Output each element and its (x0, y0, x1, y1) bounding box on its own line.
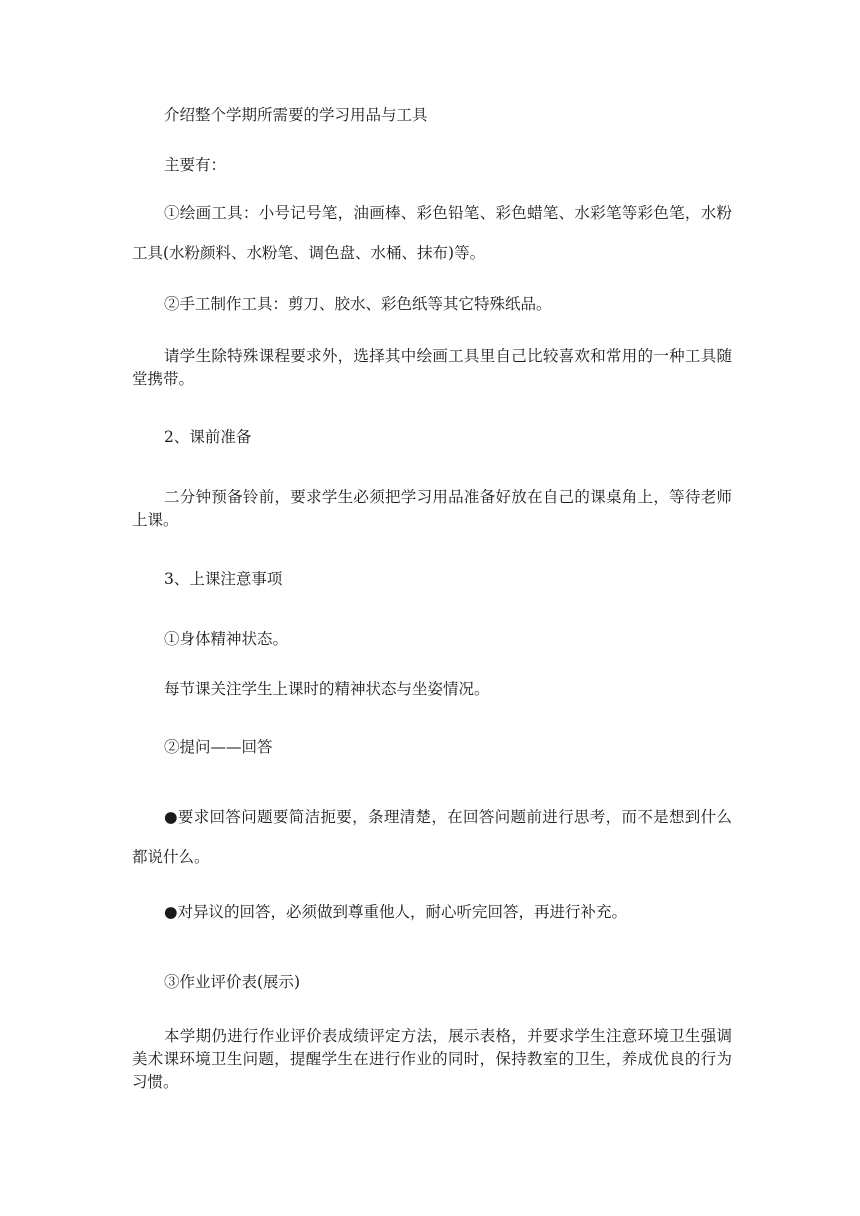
paragraph-homework-table: 本学期仍进行作业评价表成绩评定方法，展示表格，并要求学生注意环境卫生强调美术课环境卫生问题，提醒学生在进行作业的同时，保持教室的卫生，养成优良的行为习惯。 (132, 1027, 732, 1091)
heading-preparation: 2、课前准备 (164, 428, 252, 446)
subheading-question-answer: ②提问——回答 (164, 738, 273, 756)
bullet-respect-others: ●对异议的回答，必须做到尊重他人，耐心听完回答，再进行补充。 (164, 903, 628, 921)
paragraph-drawing-tools: ①绘画工具：小号记号笔，油画棒、彩色铅笔、彩色蜡笔、水彩笔等彩色笔，水粉工具(水粉颜料、水粉笔、调色盘、水桶、抹布)等。 (132, 204, 732, 262)
paragraph-preparation: 二分钟预备铃前，要求学生必须把学习用品准备好放在自己的课桌角上，等待老师上课。 (132, 488, 732, 529)
subheading-homework-table: ③作业评价表(展示) (164, 973, 301, 991)
heading-class-notes: 3、上课注意事项 (164, 570, 283, 588)
paragraph-posture: 每节课关注学生上课时的精神状态与坐姿情况。 (164, 680, 490, 698)
paragraph-intro: 介绍整个学期所需要的学习用品与工具 (164, 106, 428, 124)
paragraph-carry-tools: 请学生除特殊课程要求外，选择其中绘画工具里自己比较喜欢和常用的一种工具随堂携带。 (132, 347, 732, 388)
bullet-answer-concise: ●要求回答问题要简洁扼要，条理清楚，在回答问题前进行思考，而不是想到什么都说什么。 (132, 808, 732, 866)
paragraph-craft-tools: ②手工制作工具：剪刀、胶水、彩色纸等其它特殊纸品。 (164, 295, 552, 313)
paragraph-main-items: 主要有： (164, 156, 227, 174)
subheading-posture: ①身体精神状态。 (164, 630, 289, 648)
